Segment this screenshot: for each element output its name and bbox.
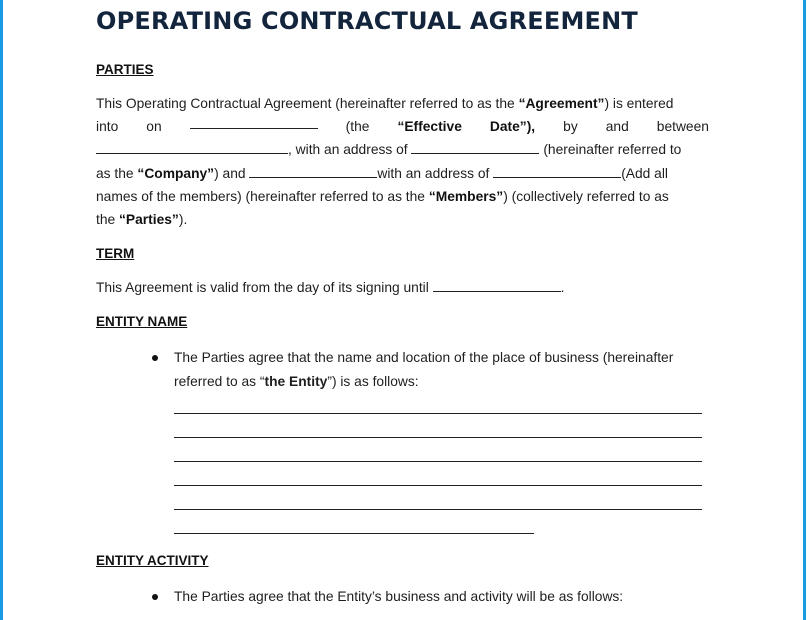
- word: (the: [345, 119, 370, 135]
- word: by: [563, 119, 578, 135]
- text: .: [560, 280, 565, 295]
- text: ) and: [214, 165, 250, 181]
- parties-paragraph: [96, 92, 709, 231]
- heading-term: TERM: [96, 246, 135, 261]
- parties-line-4: [96, 162, 709, 185]
- word: between: [656, 119, 709, 135]
- text: ).: [178, 212, 188, 228]
- company-address-blank[interactable]: [411, 140, 539, 154]
- text: ”) is as follows:: [327, 374, 419, 389]
- text: referred to as “: [174, 374, 265, 389]
- term-members: “Members”: [428, 188, 504, 204]
- term-parties: “Parties”: [119, 212, 179, 228]
- text: with an address of: [377, 165, 494, 181]
- heading-parties: PARTIES: [96, 62, 154, 77]
- bullet-text: [174, 585, 714, 609]
- term-agreement: Agreement: [525, 96, 598, 111]
- text: as the: [96, 165, 138, 181]
- company-name-blank[interactable]: [96, 140, 288, 154]
- term-paragraph: [96, 276, 709, 299]
- term-effective: “Effective: [397, 119, 462, 135]
- parties-line-2: [96, 115, 709, 138]
- term-end-date-blank[interactable]: [433, 278, 561, 292]
- text: The Parties agree that the name and location of the place of business (hereinafter: [174, 350, 674, 365]
- word: on: [146, 119, 162, 135]
- effective-date-blank[interactable]: [190, 115, 318, 129]
- bullet-icon: [152, 594, 158, 600]
- parties-line-3: [96, 138, 709, 161]
- text: the: [96, 212, 120, 228]
- text: This Agreement is valid from the day of its signing until: [96, 280, 433, 295]
- word: and: [605, 119, 629, 135]
- window-border-left: [0, 0, 3, 620]
- text: , with an address of: [288, 142, 412, 158]
- quote: ”: [597, 96, 605, 111]
- text: The Parties agree that the Entity’s business and activity will be as follows:: [174, 589, 624, 604]
- entity-fill-line-5[interactable]: [174, 509, 702, 510]
- heading-entity-activity: ENTITY ACTIVITY: [96, 553, 209, 568]
- term-date: Date”),: [489, 119, 536, 135]
- entity-fill-line-4[interactable]: [174, 485, 702, 486]
- member-address-blank[interactable]: [493, 164, 621, 178]
- member-name-blank[interactable]: [249, 164, 377, 178]
- entity-fill-line-6[interactable]: [174, 533, 534, 534]
- parties-line-1: [96, 92, 709, 115]
- bullet-text: [174, 346, 714, 394]
- text: (hereinafter referred to: [539, 142, 682, 158]
- entity-fill-line-2[interactable]: [174, 437, 702, 438]
- window-border-right: [803, 0, 806, 620]
- entity-fill-line-1[interactable]: [174, 413, 702, 414]
- text: This Operating Contractual Agreement (hereinafter referred to as the: [96, 96, 519, 111]
- parties-line-6: [96, 208, 709, 231]
- text: ) (collectively referred to as: [503, 188, 669, 204]
- text: names of the members) (hereinafter referred to as the: [96, 188, 429, 204]
- heading-entity-name: ENTITY NAME: [96, 314, 188, 329]
- text: (Add all: [621, 165, 668, 181]
- bullet-icon: [152, 355, 158, 361]
- parties-line-5: [96, 185, 709, 208]
- text: ) is entered: [604, 96, 674, 111]
- word: into: [96, 119, 119, 135]
- document-title: OPERATING CONTRACTUAL AGREEMENT: [96, 7, 638, 35]
- term-entity: the Entity: [264, 374, 328, 389]
- entity-fill-line-3[interactable]: [174, 461, 702, 462]
- quote: “: [518, 96, 526, 111]
- term-company: “Company”: [137, 165, 215, 181]
